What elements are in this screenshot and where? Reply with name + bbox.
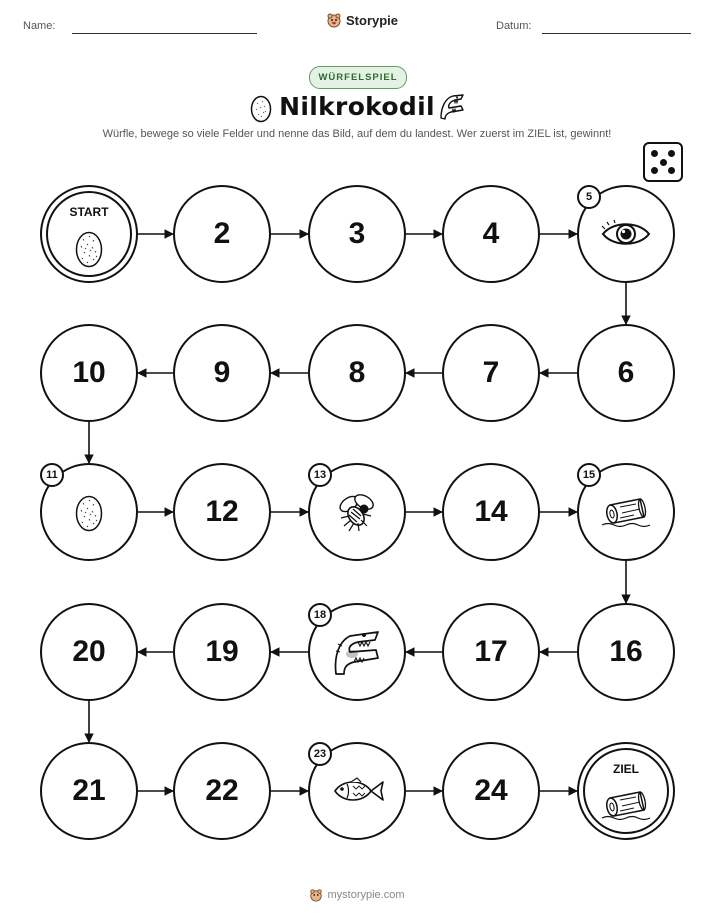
footer [0, 888, 714, 902]
board-cell-9 [173, 324, 271, 422]
cell-number: 4 [482, 217, 500, 250]
cell-number-badge: 13 [308, 463, 332, 487]
board-cell-12 [173, 463, 271, 561]
game-type-badge: WÜRFELSPIEL [309, 66, 407, 89]
cell-number-badge: 23 [308, 742, 332, 766]
cell-number: 17 [474, 635, 508, 668]
cell-number-badge: 11 [40, 463, 64, 487]
board-cell-24 [442, 742, 540, 840]
title-crocodile-icon [437, 92, 467, 122]
cell-number: 16 [609, 635, 643, 668]
cell-number: 3 [348, 217, 366, 250]
board-cell-19 [173, 603, 271, 701]
cell-number: 24 [474, 774, 508, 807]
board-cell-23 [308, 742, 406, 840]
date-label: Datum: [496, 20, 532, 32]
cell-number: 19 [205, 635, 239, 668]
board-cell-4 [442, 185, 540, 283]
cell-number: 8 [348, 356, 366, 389]
cell-number-badge: 5 [577, 185, 601, 209]
board-cell-22 [173, 742, 271, 840]
cell-number: 6 [617, 356, 635, 389]
board-cell-13 [308, 463, 406, 561]
cell-number: 2 [213, 217, 231, 250]
board-cell-7 [442, 324, 540, 422]
cell-number: 21 [72, 774, 106, 807]
board-cell-20 [40, 603, 138, 701]
brand-name: Storypie [346, 12, 399, 28]
board-cell-10 [40, 324, 138, 422]
date-line[interactable] [542, 33, 691, 34]
board-cell-1 [40, 185, 138, 283]
cell-number: 9 [213, 356, 231, 389]
cell-number: 14 [474, 495, 508, 528]
cell-number-badge: 18 [308, 603, 332, 627]
cell-number: 22 [205, 774, 239, 807]
cell-number: 7 [482, 356, 500, 389]
board-cell-21 [40, 742, 138, 840]
footer-url[interactable]: mystorypie.com [327, 889, 405, 901]
board-cell-6 [577, 324, 675, 422]
board-cell-3 [308, 185, 406, 283]
cell-number-badge: 15 [577, 463, 601, 487]
instructions: Würfle, bewege so viele Felder und nenne das Bild, auf dem du landest. Wer zuerst im ZIEL ist, gewinnt! [102, 128, 612, 140]
board-cell-11 [40, 463, 138, 561]
storypie-mascot-icon [309, 888, 323, 902]
board-cell-16 [577, 603, 675, 701]
page-title: Nilkrokodil [279, 92, 435, 121]
cell-label: ZIEL [613, 762, 639, 776]
board-cell-14 [442, 463, 540, 561]
board-cell-17 [442, 603, 540, 701]
board-cell-18 [308, 603, 406, 701]
cell-number: 12 [205, 495, 239, 528]
die-five-icon [643, 142, 683, 182]
board-cell-2 [173, 185, 271, 283]
board-cell-5 [577, 185, 675, 283]
cell-number: 20 [72, 635, 106, 668]
board-cell-25 [577, 742, 675, 840]
board-cell-15 [577, 463, 675, 561]
cell-label: START [69, 205, 109, 219]
name-label: Name: [23, 20, 56, 32]
board-cell-8 [308, 324, 406, 422]
name-line[interactable] [72, 33, 257, 34]
cell-number: 10 [72, 356, 106, 389]
brand-logo [326, 12, 398, 28]
storypie-mascot-icon [326, 12, 342, 28]
